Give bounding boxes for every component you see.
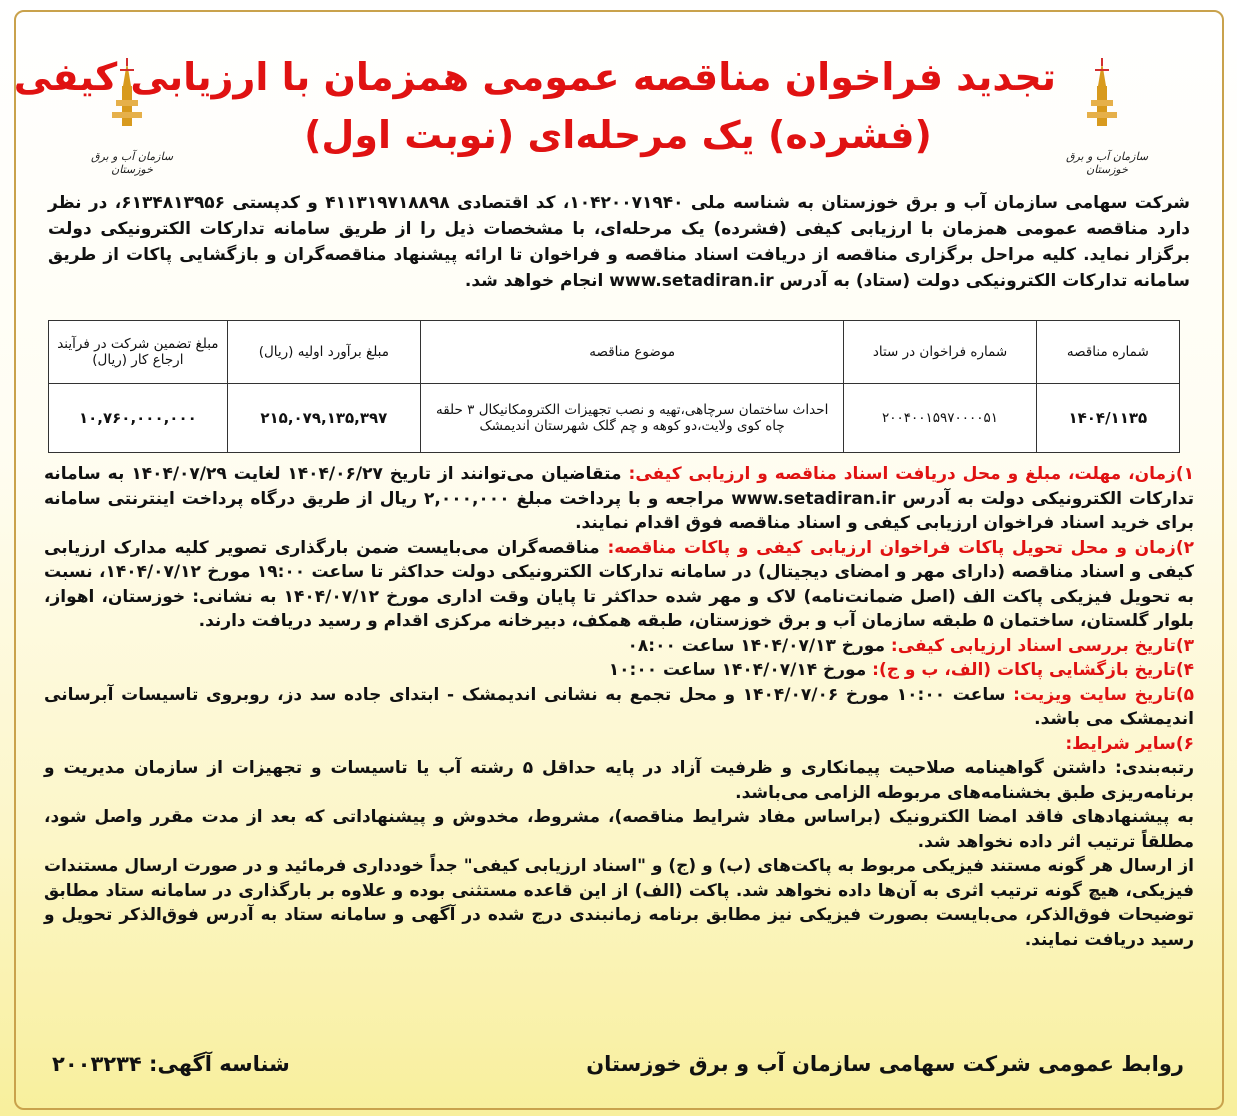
item-4-text: مورخ ۱۴۰۴/۰۷/۱۴ ساعت ۱۰:۰۰	[608, 660, 873, 680]
item-1-heading: ۱)زمان، مهلت، مبلغ و محل دریافت اسناد مناقصه و ارزیابی کیفی:	[628, 464, 1194, 484]
item-2-text: مناقصه‌گران می‌بایست ضمن بارگذاری تصویر کلیه مدارک ارزیابی کیفی و اسناد مناقصه (دارای مهر و امضای دیجیتال) در سامانه تدارکات الکترونیکی دولت حداکثر تا ساعت ۱۹:۰۰ مورخ ۱۴۰۴/۰۷/۱۲، نسبت به تحویل فیزیکی پاکت الف (اصل ضمانت‌نامه) لاک و مهر شده حداکثر تا پایان وقت اداری مورخ ۱۴۰۴/۰۷/۱۲ به نشانی: خوزستان، اهواز، بلوار گلستان، ساختمان ۵ طبقه سازمان آب و برق خوزستان، طبقه همکف، دبیرخانه مرکزی اقدام و رسید دریافت دارند.	[44, 537, 1194, 631]
footer-org: روابط عمومی شرکت سهامی سازمان آب و برق خوزستان	[586, 1052, 1184, 1076]
table-header: مبلغ تضمین شرکت در فرآیند ارجاع کار (ریال)	[49, 321, 228, 384]
table-header: مبلغ برآورد اولیه (ریال)	[227, 321, 420, 384]
item-5	[44, 683, 1194, 732]
item-2-heading: ۲)زمان و محل تحویل پاکات فراخوان ارزیابی کیفی و پاکات مناقصه:	[607, 537, 1194, 558]
ad-id: شناسه آگهی: ۲۰۰۳۲۳۴	[52, 1052, 290, 1076]
item-1-text: متقاضیان می‌توانند از تاریخ ۱۴۰۴/۰۶/۲۷ لغایت ۱۴۰۴/۰۷/۲۹ به سامانه تدارکات الکترونیکی دولت به آدرس www.setadiran.ir مراجعه و با پرداخت مبلغ ۲,۰۰۰,۰۰۰ ریال از طریق درگاه پرداخت اینترنتی سامانه برای خرید اسناد فراخوان ارزیابی کیفی و اسناد مناقصه فوق اقدام نمایند.	[44, 464, 1194, 533]
item-3	[44, 634, 1194, 659]
tender-table	[48, 320, 1180, 453]
condition-paragraph: به پیشنهادهای فاقد امضا الکترونیک (براساس مفاد شرایط مناقصه)، مشروط، مخدوش و پیشنهاداتی که بعد از مدت مقرر واصل شود، مطلقاً ترتیب اثر داده نخواهد شد.	[44, 807, 1194, 852]
table-cell-tender-number: ۱۴۰۴/۱۱۳۵	[1036, 384, 1179, 453]
item-1	[44, 462, 1194, 536]
item-4-heading: ۴)تاریخ بازگشایی پاکات (الف، ب و ج):	[872, 660, 1194, 680]
table-cell-setad-number: ۲۰۰۴۰۰۱۵۹۷۰۰۰۰۵۱	[844, 384, 1036, 453]
condition-paragraph: از ارسال هر گونه مستند فیزیکی مربوط به پاکت‌های (ب) و (ج) و "اسناد ارزیابی کیفی" جداً خودداری فرمائید و در صورت ارسال مستندات فیزیکی، هیچ گونه ترتیب اثری به آن‌ها داده نخواهد شد. پاکت (الف) از این قاعده مستثنی بوده و علاوه بر بارگذاری در سامانه ستاد مطابق توضیحات فوق‌الذکر، می‌بایست بصورت فیزیکی نیز مطابق برنامه زمانبندی درج شده در آگهی و سامانه ستاد به آدرس فوق‌الذکر تحویل و رسید دریافت نمایند.	[44, 856, 1194, 950]
intro-paragraph: شرکت سهامی سازمان آب و برق خوزستان به شناسه ملی ۱۰۴۲۰۰۷۱۹۴۰، کد اقتصادی ۴۱۱۳۱۹۷۱۸۸۹۸ و کدپستی ۶۱۳۴۸۱۳۹۵۶، در نظر دارد مناقصه عمومی همزمان با ارزیابی کیفی (فشرده) یک مرحله‌ای، با مشخصات ذیل را از طریق سامانه تدارکات الکترونیکی دولت برگزار نماید. کلیه مراحل برگزاری مناقصه از دریافت اسناد مناقصه و فراخوان تا ارائه پیشنهاد مناقصه‌گران و بازگشایی پاکات از طریق سامانه تدارکات الکترونیکی دولت (ستاد) به آدرس www.setadiran.ir انجام خواهد شد.	[48, 193, 1190, 291]
water-power-logo-icon	[1067, 48, 1147, 148]
item-2	[44, 536, 1194, 634]
item-5-text: ساعت ۱۰:۰۰ مورخ ۱۴۰۴/۰۷/۰۶ و محل تجمع به نشانی اندیمشک - ابتدای جاده سد دز، روبروی تاسیسات آبرسانی اندیمشک می باشد.	[44, 684, 1194, 729]
item-3-heading: ۳)تاریخ بررسی اسناد ارزیابی کیفی:	[890, 635, 1194, 656]
footer	[44, 1052, 1194, 1086]
item-6	[44, 732, 1194, 757]
table-header: موضوع مناقصه	[420, 321, 843, 384]
table-header-row	[49, 321, 1180, 384]
conditions-body	[44, 462, 1194, 952]
table-row	[49, 384, 1180, 453]
logo-caption: سازمان آب و برق خوزستان	[1065, 150, 1149, 176]
title-line-1: تجدید فراخوان مناقصه عمومی همزمان با ارزیابی کیفی	[13, 55, 1056, 99]
table-cell-estimate: ۲۱۵,۰۷۹,۱۳۵,۳۹۷	[227, 384, 420, 453]
item-4	[44, 658, 1194, 683]
table-cell-guarantee: ۱۰,۷۶۰,۰۰۰,۰۰۰	[49, 384, 228, 453]
item-5-heading: ۵)تاریخ سایت ویزیت:	[1013, 684, 1195, 705]
condition-paragraph: رتبه‌بندی: داشتن گواهینامه صلاحیت پیمانکاری و ظرفیت آزاد در پایه حداقل ۵ رشته آب یا تاسیسات و تجهیزات از سازمان مدیریت و برنامه‌ریزی طبق بخشنامه‌های مربوطه الزامی می‌باشد.	[44, 758, 1194, 803]
logo-right	[1047, 48, 1167, 178]
table-header: شماره مناقصه	[1036, 321, 1179, 384]
title-line-2: (فشرده) یک مرحله‌ای (نوبت اول)	[304, 113, 932, 157]
table-header: شماره فراخوان در ستاد	[844, 321, 1036, 384]
item-6-heading: ۶)سایر شرایط:	[1065, 733, 1194, 754]
logo-caption: سازمان آب و برق خوزستان	[90, 150, 174, 176]
item-3-text: مورخ ۱۴۰۴/۰۷/۱۳ ساعت ۰۸:۰۰	[627, 635, 891, 656]
table-cell-subject: احداث ساختمان سرچاهی،تهیه و نصب تجهیزات الکترومکانیکال ۳ حلقه چاه کوی ولایت،دو کوهه و چم گلک شهرستان اندیمشک	[420, 384, 843, 453]
